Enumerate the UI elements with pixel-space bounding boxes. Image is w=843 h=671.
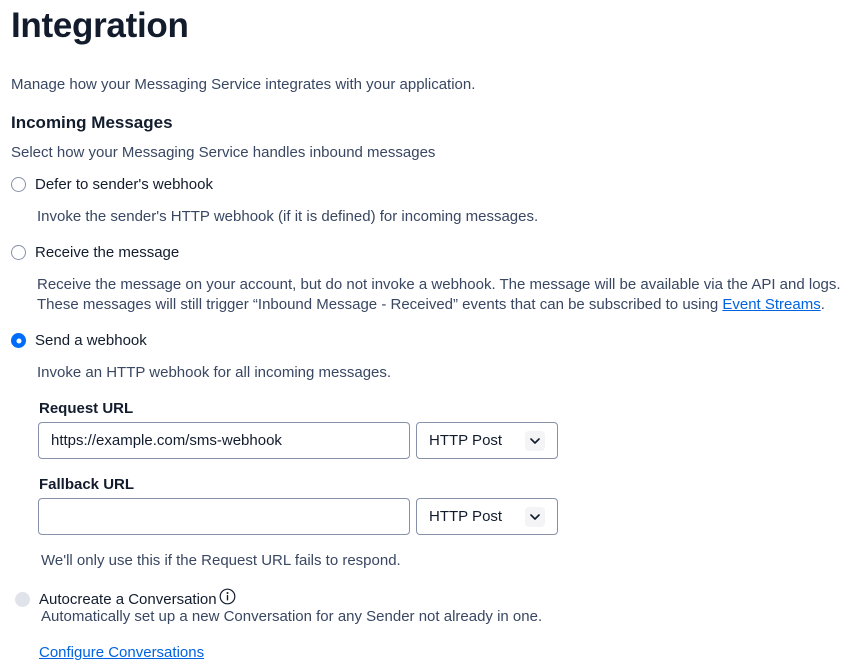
incoming-messages-heading: Incoming Messages (11, 113, 173, 132)
radio-option-defer-webhook[interactable] (11, 176, 213, 193)
chevron-down-icon (525, 507, 545, 527)
fallback-method-select[interactable] (416, 498, 558, 535)
radio-label-receive-message: Receive the message (35, 244, 180, 261)
radio-receive-message[interactable] (11, 245, 26, 260)
fallback-url-label: Fallback URL (39, 476, 135, 493)
autocreate-conversation-label: Autocreate a Conversation (39, 590, 217, 608)
autocreate-conversation-checkbox[interactable] (15, 592, 30, 607)
fallback-url-helper: We'll only use this if the Request URL fails to respond. (41, 552, 401, 569)
request-url-input[interactable] (38, 422, 410, 459)
defer-webhook-helper: Invoke the sender's HTTP webhook (if it is defined) for incoming messages. (37, 208, 539, 225)
radio-send-webhook[interactable] (11, 333, 26, 348)
radio-label-send-webhook: Send a webhook (35, 332, 147, 349)
receive-message-helper-suffix: . (820, 296, 825, 313)
receive-message-helper-line1: Receive the message on your account, but do not invoke a webhook. The message will be available via the API and logs. (37, 276, 841, 293)
radio-option-receive-message[interactable] (11, 244, 179, 261)
incoming-messages-subheading: Select how your Messaging Service handles inbound messages (11, 144, 436, 161)
page-description: Manage how your Messaging Service integrates with your application. (11, 76, 476, 93)
configure-conversations-link[interactable]: Configure Conversations (39, 644, 205, 661)
radio-option-send-webhook[interactable] (11, 332, 147, 349)
fallback-url-input[interactable] (38, 498, 410, 535)
request-method-value: HTTP Post (429, 432, 503, 449)
chevron-down-icon (525, 431, 545, 451)
radio-label-defer-webhook: Defer to sender's webhook (35, 176, 213, 193)
receive-message-helper-line2 (37, 296, 825, 313)
fallback-method-value: HTTP Post (429, 508, 503, 525)
receive-message-helper-text: These messages will still trigger “Inbound Message - Received” events that can be subscribed to using (37, 296, 723, 313)
autocreate-conversation-helper: Automatically set up a new Conversation for any Sender not already in one. (41, 608, 543, 625)
page-title: Integration (11, 6, 189, 45)
request-method-select[interactable] (416, 422, 558, 459)
radio-defer-webhook[interactable] (11, 177, 26, 192)
request-url-value: https://example.com/sms-webhook (51, 432, 282, 449)
info-icon[interactable] (219, 588, 236, 610)
send-webhook-helper: Invoke an HTTP webhook for all incoming messages. (37, 364, 392, 381)
request-url-label: Request URL (39, 400, 134, 417)
event-streams-link[interactable]: Event Streams (722, 296, 821, 313)
autocreate-conversation-option[interactable] (15, 588, 236, 610)
